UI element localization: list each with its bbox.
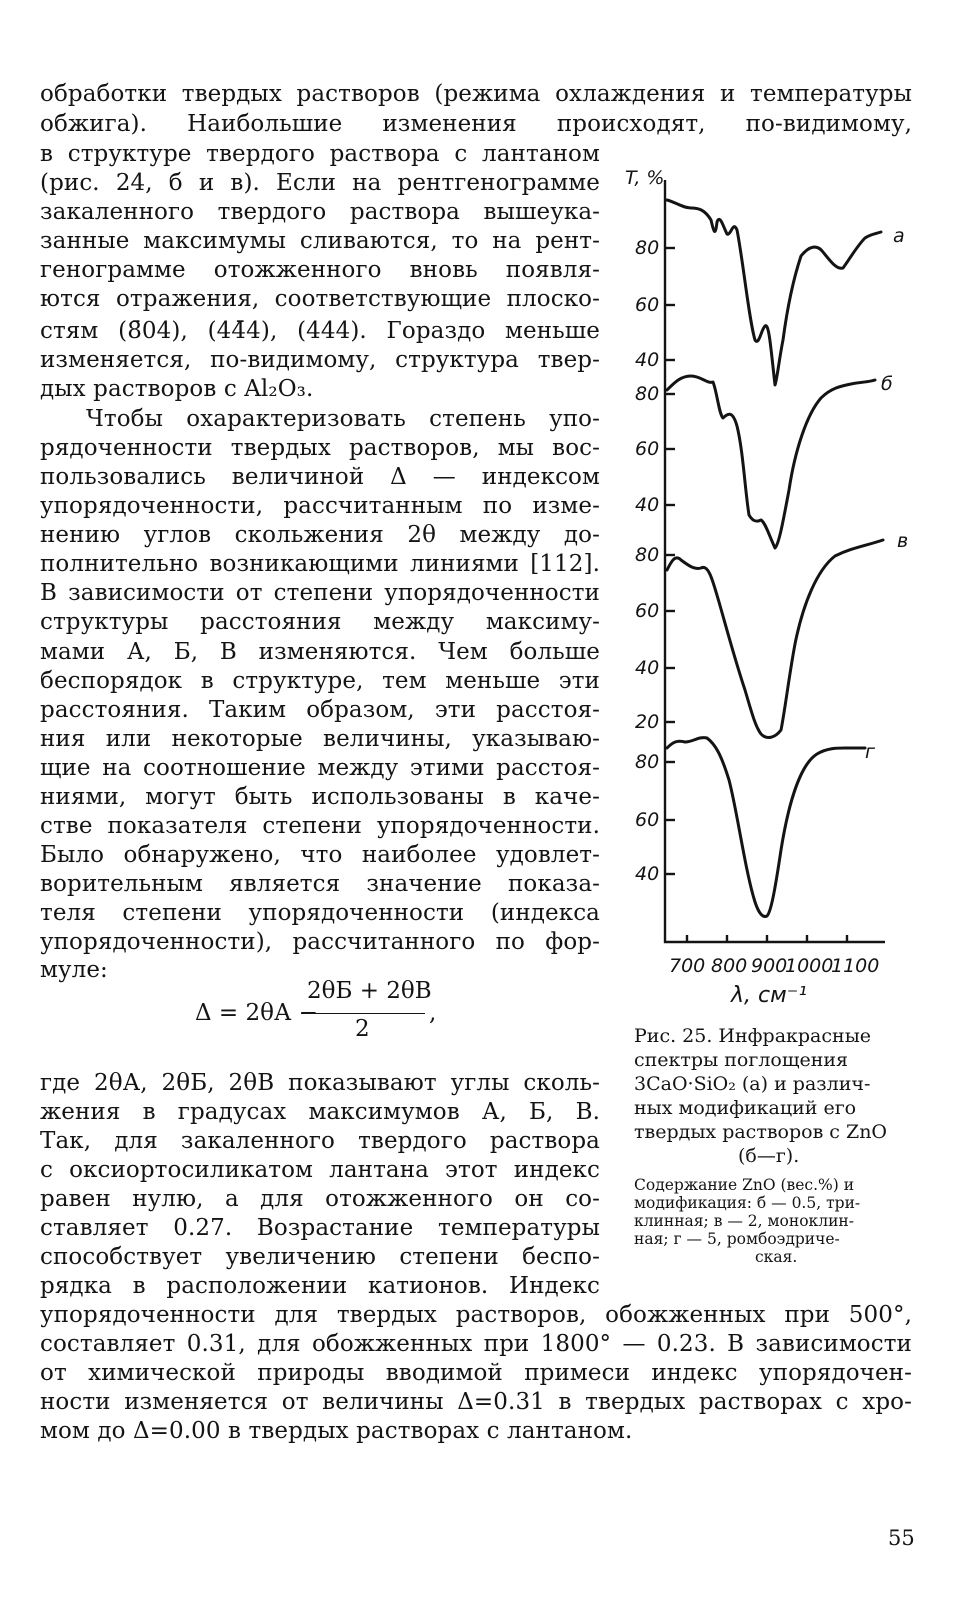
text-line: расстояния. Таким образом, эти расстоя- xyxy=(40,697,600,723)
text-line: рядка в расположении катионов. Индекс xyxy=(40,1273,600,1299)
ytick-label: 60 xyxy=(635,809,660,831)
text-line: теля степени упорядоченности (индекса xyxy=(40,900,600,926)
xtick-label: 800 xyxy=(711,955,748,977)
text-line: генограмме отожженного вновь появля- xyxy=(40,257,600,283)
formula-lhs: Δ = 2θА − xyxy=(195,1000,318,1026)
text-line: дых растворов с Al₂O₃. xyxy=(40,376,314,402)
text-line: муле: xyxy=(40,957,108,983)
text-line: стве показателя степени упорядоченности. xyxy=(40,813,600,839)
text-line: Было обнаружено, что наиболее удовлет- xyxy=(40,842,600,868)
formula-fraction-bar xyxy=(301,1013,425,1014)
text-line: обработки твердых растворов (режима охлаждения и температуры xyxy=(40,81,912,107)
text-line: равен нулю, а для отожженного он со- xyxy=(40,1186,600,1212)
text-line: с оксиортосиликатом лантана этот индекс xyxy=(40,1157,600,1183)
ytick-label: 40 xyxy=(635,494,660,516)
text-line: В зависимости от степени упорядоченности xyxy=(40,580,600,606)
xtick-label: 1100 xyxy=(831,955,880,977)
text-line: упорядоченности, рассчитанным по изме- xyxy=(40,493,600,519)
text-line: структуры расстояния между максиму- xyxy=(40,609,600,635)
figure-caption-line: твердых растворов с ZnO xyxy=(634,1121,888,1143)
curve-label: а xyxy=(893,225,905,247)
figure-caption-line: (б—г). xyxy=(738,1145,800,1167)
text-line: ворительным является значение показа- xyxy=(40,871,600,897)
text-line: беспорядок в структуре, тем меньше эти xyxy=(40,668,600,694)
figure-caption-note: Содержание ZnO (вес.%) и xyxy=(634,1176,855,1194)
curve-label: в xyxy=(897,530,909,552)
text-line: ниями, могут быть использованы в каче- xyxy=(40,784,600,810)
text-line: ставляет 0.27. Возрастание температуры xyxy=(40,1215,600,1241)
text-line: (рис. 24, б и в). Если на рентгенограмме xyxy=(40,170,600,196)
figure-caption-line: ных модификаций его xyxy=(634,1097,857,1119)
figure-ir-spectra xyxy=(625,150,925,1020)
text-line: ности изменяется от величины Δ=0.31 в твердых растворах с хро- xyxy=(40,1389,912,1415)
figure-caption-note: модификация: б — 0.5, три- xyxy=(634,1194,861,1212)
ytick-label: 80 xyxy=(635,751,660,773)
formula-denominator: 2 xyxy=(355,1016,370,1042)
text-line: способствует увеличению степени беспо- xyxy=(40,1244,600,1270)
text-line: в структуре твердого раствора с лантаном xyxy=(40,141,600,167)
curve-b xyxy=(667,376,875,548)
formula-delta xyxy=(195,978,455,1048)
text-line: закаленного твердого раствора вышеука- xyxy=(40,199,600,225)
ytick-label: 40 xyxy=(635,657,660,679)
text-line: составляет 0.31, для обожженных при 1800° — 0.23. В зависимости xyxy=(40,1331,912,1357)
text-line: ются отражения, соответствующие плоско- xyxy=(40,286,600,312)
figure-axes xyxy=(665,180,885,942)
text-line: обжига). Наибольшие изменения происходят, по-видимому, xyxy=(40,111,912,137)
curve-label: б xyxy=(881,373,893,395)
ytick-label: 60 xyxy=(635,438,660,460)
ytick-label: 60 xyxy=(635,294,660,316)
xtick-label: 1000 xyxy=(785,955,834,977)
figure-xlabel: λ, см⁻¹ xyxy=(731,983,808,1008)
xtick-label: 700 xyxy=(669,955,706,977)
text-line: мом до Δ=0.00 в твердых растворах с лантаном. xyxy=(40,1418,633,1444)
ytick-label: 80 xyxy=(635,383,660,405)
text-line: упорядоченности), рассчитанного по фор- xyxy=(40,929,600,955)
text-line: стям (8̄04), (44̄4), (444). Гораздо меньше xyxy=(40,318,600,344)
figure-caption-note: ная; г — 5, ромбоэдриче- xyxy=(634,1230,840,1248)
ytick-label: 60 xyxy=(635,600,660,622)
formula-numerator: 2θБ + 2θВ xyxy=(307,978,432,1004)
text-line: полнительно возникающими линиями [112]. xyxy=(40,551,600,577)
text-line: пользовались величиной Δ — индексом xyxy=(40,464,600,490)
figure-caption-line: Рис. 25. Инфракрасные xyxy=(634,1025,872,1047)
figure-ylabel: T, % xyxy=(625,167,665,189)
text-line: жения в градусах максимумов А, Б, В. xyxy=(40,1099,600,1125)
page-number: 55 xyxy=(888,1526,915,1550)
text-line: Чтобы охарактеризовать степень упо- xyxy=(86,406,600,432)
text-line: ния или некоторые величины, указываю- xyxy=(40,726,600,752)
ytick-label: 80 xyxy=(635,237,660,259)
curve-v xyxy=(667,540,883,737)
text-line: нению углов скольжения 2θ между до- xyxy=(40,522,600,548)
text-line: изменяется, по-видимому, структура твер- xyxy=(40,347,600,373)
text-line: Так, для закаленного твердого раствора xyxy=(40,1128,600,1154)
xtick-label: 900 xyxy=(751,955,788,977)
ytick-label: 40 xyxy=(635,349,660,371)
text-line: щие на соотношение между этими расстоя- xyxy=(40,755,600,781)
ytick-label: 80 xyxy=(635,544,660,566)
curve-label: г xyxy=(865,741,875,763)
figure-caption-line: 3CaO·SiO₂ (а) и различ- xyxy=(634,1073,871,1095)
text-line: где 2θА, 2θБ, 2θВ показывают углы сколь- xyxy=(40,1070,600,1096)
text-line: мами А, Б, В изменяются. Чем больше xyxy=(40,639,600,665)
figure-caption-line: спектры поглощения xyxy=(634,1049,849,1071)
text-line: от химической природы вводимой примеси индекс упорядочен- xyxy=(40,1360,912,1386)
text-line: занные максимумы сливаются, то на рент- xyxy=(40,228,600,254)
text-line: упорядоченности для твердых растворов, обожженных при 500°, xyxy=(40,1302,912,1328)
curve-g xyxy=(667,738,865,917)
ytick-label: 40 xyxy=(635,863,660,885)
figure-caption-note: ская. xyxy=(755,1248,798,1266)
text-line: рядоченности твердых растворов, мы вос- xyxy=(40,435,600,461)
formula-tail: , xyxy=(429,1000,437,1026)
ytick-label: 20 xyxy=(635,711,660,733)
figure-caption-note: клинная; в — 2, моноклин- xyxy=(634,1212,854,1230)
curve-a xyxy=(667,200,881,385)
